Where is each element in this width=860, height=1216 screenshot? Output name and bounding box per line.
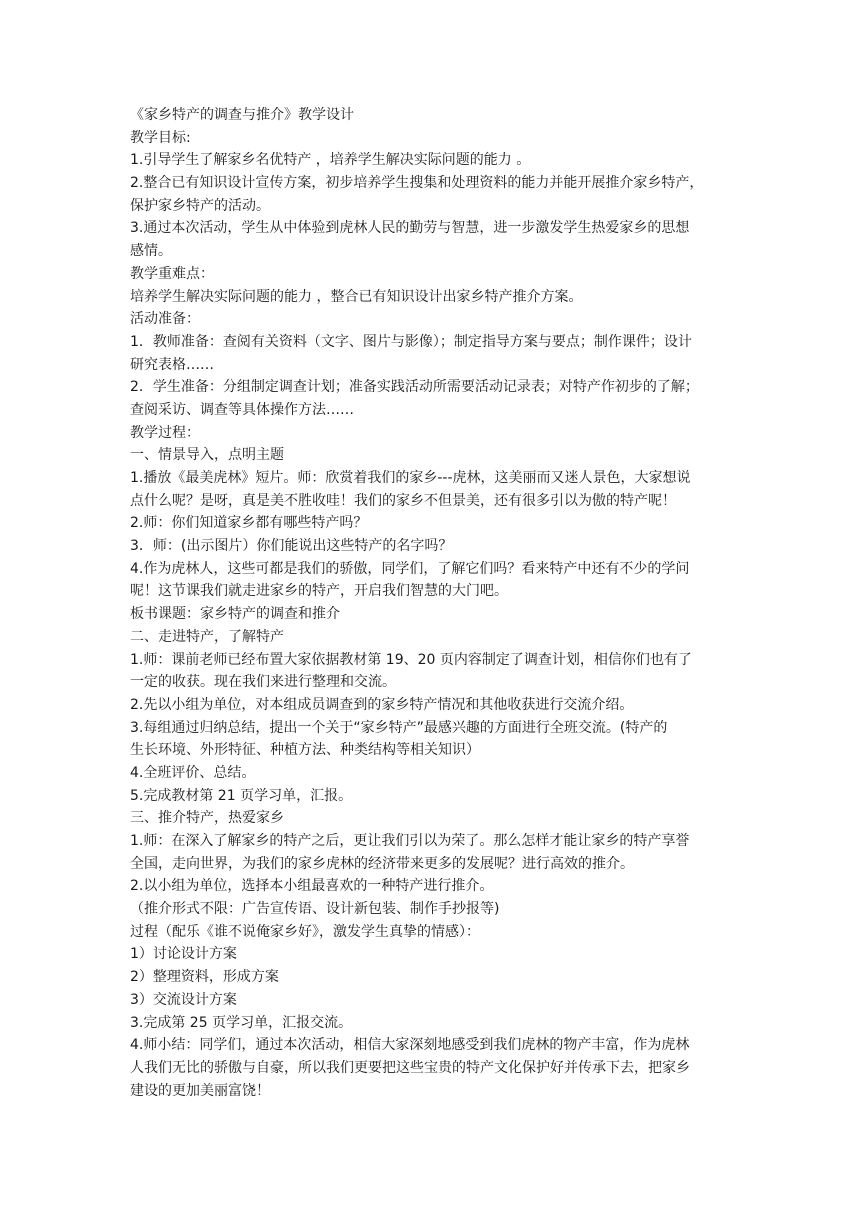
text-line: 1.引导学生了解家乡名优特产 ，培养学生解决实际问题的能力 。 [130,152,531,169]
text-line: 1.师：课前老师已经布置大家依据教材第 19、20 页内容制定了调查计划，相信你们也有了 [130,651,692,668]
section-heading: 活动准备： [130,311,200,328]
text-line: 4.师小结：同学们，通过本次活动，相信大家深刻地感受到我们虎林的物产丰富，作为虎林 [130,1037,690,1054]
text-line: 3）交流设计方案 [130,991,237,1008]
text-line: 2.以小组为单位，选择本小组最喜欢的一种特产进行推介。 [130,878,494,895]
text-line: 1.播放《最美虎林》短片。师：欣赏着我们的家乡---虎林，这美丽而又迷人景色，大家想说 [130,470,691,486]
subsection-heading: 二、走进特产，了解特产 [130,628,284,645]
text-line: 3.通过本次活动，学生从中体验到虎林人民的勤劳与智慧，进一步激发学生热爱家乡的思想 [130,220,690,237]
subsection-heading: 三、推介特产，热爱家乡 [130,810,284,827]
document-title: 《家乡特产的调查与推介》教学设计 [130,107,354,123]
text-line: 人我们无比的骄傲与自豪，所以我们更要把这些宝贵的特产文化保护好并传承下去，把家乡 [130,1059,690,1076]
subsection-heading: 一、情景导入，点明主题 [130,447,284,464]
text-line: 培养学生解决实际问题的能力 ，整合已有知识设计出家乡特产推介方案。 [130,288,583,305]
text-line: 2.师：你们知道家乡都有哪些特产吗？ [130,515,368,532]
text-line: 3.每组通过归纳总结，提出一个关于“家乡特产”最感兴趣的方面进行全班交流。(特产的 [130,719,668,736]
text-line: 呢！这节课我们就走进家乡的特产，开启我们智慧的大门吧。 [130,583,508,600]
text-line: 4.作为虎林人，这些可都是我们的骄傲，同学们，了解它们吗？看来特产中还有不少的学问 [130,560,690,577]
text-line: 研究表格…… [130,356,214,373]
text-line: 板书课题：家乡特产的调查和推介 [130,606,340,623]
text-line: 1．教师准备：查阅有关资料（文字、图片与影像）；制定指导方案与要点；制作课件；设计 [130,333,692,350]
text-line: 5.完成教材第 21 页学习单，汇报。 [130,787,353,804]
text-line: 2.先以小组为单位，对本组成员调查到的家乡特产情况和其他收获进行交流介绍。 [130,696,634,713]
section-heading: 教学过程： [130,424,200,441]
text-line: 全国，走向世界，为我们的家乡虎林的经济带来更多的发展呢？进行高效的推介。 [130,855,634,872]
text-line: 3.完成第 25 页学习单，汇报交流。 [130,1014,353,1031]
text-line: 2．学生准备：分组制定调查计划；准备实践活动所需要活动记录表；对特产作初步的了解； [130,379,699,396]
text-line: 建设的更加美丽富饶！ [130,1082,270,1099]
section-heading: 教学目标: [130,129,191,146]
text-line: 感情。 [130,243,172,260]
section-heading: 教学重难点： [130,265,214,282]
text-line: 2.整合已有知识设计宣传方案，初步培养学生搜集和处理资料的能力并能开展推介家乡特产， [130,175,704,192]
text-line: 2）整理资料，形成方案 [130,969,279,986]
text-line: 点什么呢？是呀，真是美不胜收哇！我们的家乡不但景美，还有很多引以为傲的特产呢！ [130,492,676,509]
text-line: 一定的收获。现在我们来进行整理和交流。 [130,674,396,691]
text-line: 查阅采访、调查等具体操作方法…… [130,401,354,418]
text-line: 1.师：在深入了解家乡的特产之后，更让我们引以为荣了。那么怎样才能让家乡的特产享誉 [130,833,690,849]
text-line: 3．师：(出示图片）你们能说出这些特产的名字吗？ [130,538,453,555]
text-line: 生长环境、外形特征、种植方法、种类结构等相关知识） [130,742,480,759]
text-line: （推介形式不限：广告宣传语、设计新包装、制作手抄报等) [130,901,500,918]
text-line: 4.全班评价、总结。 [130,764,256,781]
text-line: 保护家乡特产的活动。 [130,197,270,214]
text-line: 过程（配乐《谁不说俺家乡好》，激发学生真挚的情感）： [130,923,480,940]
text-line: 1）讨论设计方案 [130,946,237,963]
document-body [130,104,735,1102]
